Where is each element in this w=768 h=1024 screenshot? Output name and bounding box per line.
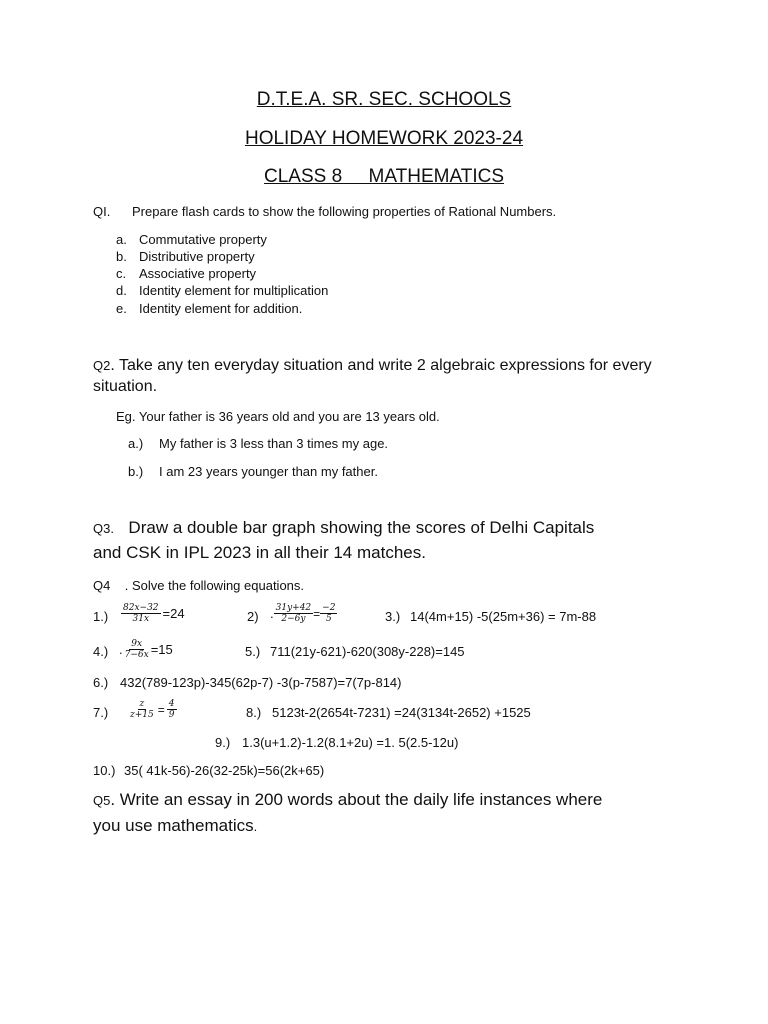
eq9-label: 9.) xyxy=(215,735,231,750)
eq4-rhs: =15 xyxy=(150,642,173,658)
q2-item-label: b.) xyxy=(128,464,144,479)
eq4-denominator: 7−6x xyxy=(124,650,149,661)
q1-item-label: e. xyxy=(116,301,127,316)
eq4-prefix: . xyxy=(119,642,123,658)
q1-item-text: Associative property xyxy=(139,266,257,281)
q5-end: . xyxy=(253,819,258,834)
eq1-rhs: =24 xyxy=(162,606,185,622)
q1-item-text: Commutative property xyxy=(139,232,267,247)
eq4-label: 4.) xyxy=(93,644,109,659)
eq8-label: 8.) xyxy=(246,705,262,720)
eq2-fraction-right xyxy=(320,603,337,625)
eq6-label: 6.) xyxy=(93,675,109,690)
eq2-fraction-left xyxy=(274,603,314,625)
q5-line2 xyxy=(93,816,257,836)
eq7-fraction-left xyxy=(128,699,156,721)
eq4-fraction xyxy=(123,639,151,661)
eq2-numerator: 31y+42 xyxy=(275,603,312,613)
eq9-text: 1.3(u+1.2)-1.2(8.1+2u) =1. 5(2.5-12u) xyxy=(242,735,459,750)
q2-example: Eg. Your father is 36 years old and you are 13 years old. xyxy=(116,409,440,424)
school-name: D.T.E.A. SR. SEC. SCHOOLS xyxy=(256,89,512,110)
eq1 xyxy=(121,603,185,625)
eq2-equals: = xyxy=(313,606,321,621)
q2-line1 xyxy=(93,357,652,375)
eq4-numerator: 9x xyxy=(131,639,143,649)
q1-item-label: a. xyxy=(116,232,127,247)
eq5-label: 5.) xyxy=(245,644,261,659)
eq1-denominator: 31x xyxy=(132,614,150,625)
eq1-numerator: 82x−32 xyxy=(123,603,159,613)
q4-heading: Q4 . Solve the following equations. xyxy=(93,578,305,593)
class-subject: CLASS 8 MATHEMATICS xyxy=(263,166,504,187)
eq1-label: 1.) xyxy=(93,609,109,624)
eq2-prefix: . xyxy=(270,606,274,622)
eq3-text: 14(4m+15) -5(25m+36) = 7m-88 xyxy=(410,609,597,624)
eq10-text: 35( 41k-56)-26(32-25k)=56(2k+65) xyxy=(124,763,325,778)
q2-line2: situation. xyxy=(93,378,158,395)
q1-item-label: b. xyxy=(116,249,127,264)
q5-text-continued: you use mathematics xyxy=(93,816,254,835)
eq2-label: 2) xyxy=(247,609,259,624)
q2-item-label: a.) xyxy=(128,436,144,451)
eq7 xyxy=(128,699,177,721)
q1-item-text: Distributive property xyxy=(139,249,255,264)
homework-title: HOLIDAY HOMEWORK 2023-24 xyxy=(244,128,524,149)
eq4 xyxy=(119,639,173,661)
q3-line2: and CSK in IPL 2023 in all their 14 matches. xyxy=(93,543,426,562)
q3-number: Q3. xyxy=(93,521,114,536)
q5-text: . Write an essay in 200 words about the daily life instances where xyxy=(110,790,603,809)
eq7-numerator-right: 4 xyxy=(168,699,175,709)
q2-number: Q2 xyxy=(93,358,111,373)
q1-item-label: d. xyxy=(116,283,127,298)
q2-item-text: I am 23 years younger than my father. xyxy=(159,464,378,479)
eq1-fraction xyxy=(121,603,161,625)
eq3-label: 3.) xyxy=(385,609,401,624)
q1-item-text: Identity element for addition. xyxy=(139,301,303,316)
eq2-denominator-right: 5 xyxy=(325,614,332,625)
q3-line1 xyxy=(93,518,594,538)
eq7-denominator-right: 9 xyxy=(168,710,175,721)
q2-item-text: My father is 3 less than 3 times my age. xyxy=(159,436,389,451)
q1-number: QI. xyxy=(93,204,111,219)
eq2-numerator-right: −2 xyxy=(322,603,336,613)
q1-item-text: Identity element for multiplication xyxy=(139,283,329,298)
eq8-text: 5123t-2(2654t-7231) =24(3134t-2652) +1525 xyxy=(272,705,531,720)
eq5-text: 711(21y-621)-620(308y-228)=145 xyxy=(270,644,465,659)
eq6-text: 432(789-123p)-345(62p-7) -3(p-7587)=7(7p-814) xyxy=(120,675,402,690)
eq7-fraction-right xyxy=(167,699,177,721)
eq7-numerator: z xyxy=(139,699,145,709)
q3-text: Draw a double bar graph showing the scores of Delhi Capitals xyxy=(128,518,595,537)
q2-text: . Take any ten everyday situation and write 2 algebraic expressions for every xyxy=(110,357,652,374)
q5-line1 xyxy=(93,790,602,810)
eq2-denominator: 2−6y xyxy=(281,614,306,625)
eq7-equals: = xyxy=(157,702,165,717)
eq2 xyxy=(270,603,337,625)
q1-item-label: c. xyxy=(116,266,127,281)
eq10-label: 10.) xyxy=(93,763,116,778)
eq7-denominator: z+15 xyxy=(130,710,154,721)
q5-number: Q5 xyxy=(93,793,111,808)
q1-text: Prepare flash cards to show the following properties of Rational Numbers. xyxy=(132,204,557,219)
eq7-label: 7.) xyxy=(93,705,109,720)
